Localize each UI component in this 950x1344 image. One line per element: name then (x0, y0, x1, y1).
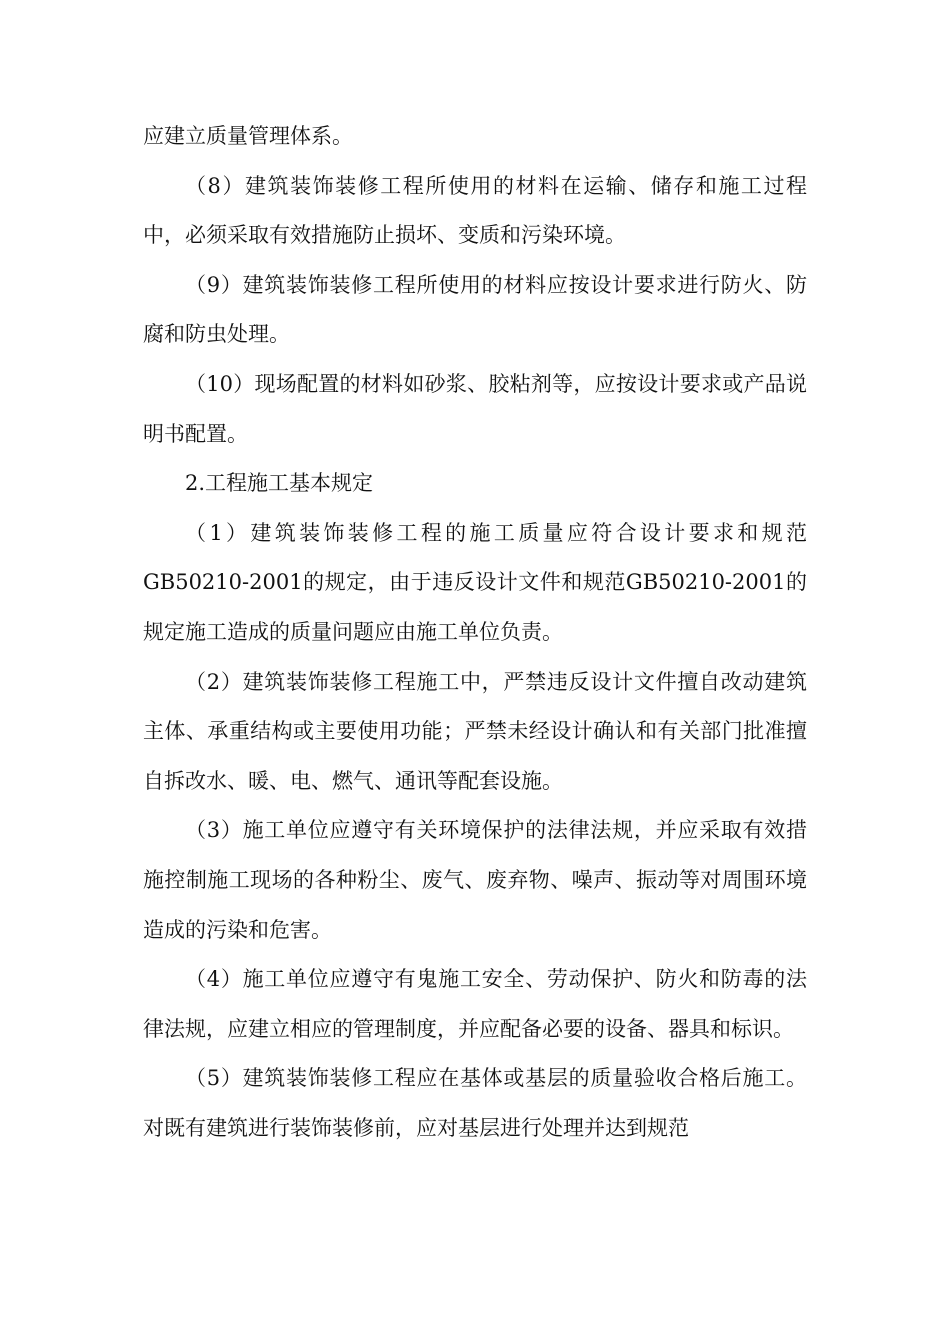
paragraph-item-10: （10）现场配置的材料如砂浆、胶粘剂等，应按设计要求或产品说明书配置。 (143, 371, 807, 446)
section-heading: 2.工程施工基本规定 (185, 471, 374, 496)
paragraph-rule-3: （3）施工单位应遵守有关环境保护的法律法规，并应采取有效措施控制施工现场的各种粉尘、废气、废弃物、噪声、振动等对周围环境造成的污染和危害。 (143, 818, 807, 942)
paragraph-item-8: （8）建筑装饰装修工程所使用的材料在运输、储存和施工过程中，必须采取有效措施防止损坏、变质和污染环境。 (143, 173, 807, 248)
paragraph-continuation: 应建立质量管理体系。 (143, 124, 353, 148)
paragraph-rule-4: （4）施工单位应遵守有鬼施工安全、劳动保护、防火和防毒的法律法规，应建立相应的管理制度，并应配备必要的设备、器具和标识。 (143, 967, 807, 1041)
paragraph-rule-1: （1）建筑装饰装修工程的施工质量应符合设计要求和规范GB50210-2001的规定，由于违反设计文件和规范GB50210-2001的规定施工造成的质量问题应由施工单位负责。 (143, 520, 807, 644)
paragraph-item-9: （9）建筑装饰装修工程所使用的材料应按设计要求进行防火、防腐和防虫处理。 (143, 272, 807, 347)
document-body (143, 112, 807, 1153)
paragraph-rule-2: （2）建筑装饰装修工程施工中，严禁违反设计文件擅自改动建筑主体、承重结构或主要使用功能；严禁未经设计确认和有关部门批准擅自拆改水、暖、电、燃气、通讯等配套设施。 (143, 669, 807, 793)
paragraph-rule-5: （5）建筑装饰装修工程应在基体或基层的质量验收合格后施工。对既有建筑进行装饰装修前，应对基层进行处理并达到规范 (143, 1066, 807, 1140)
